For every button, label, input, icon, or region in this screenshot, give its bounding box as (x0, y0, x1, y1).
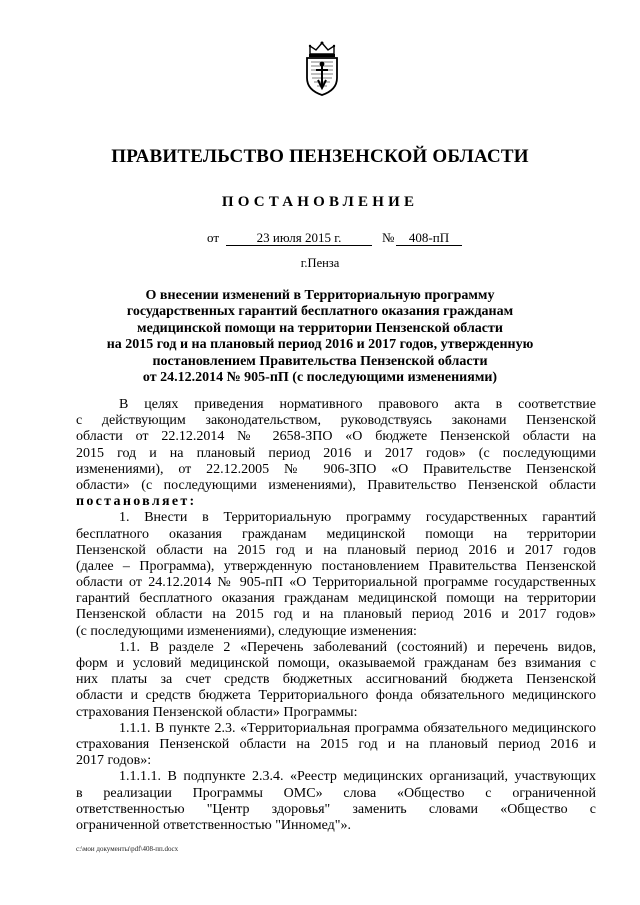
body-line: 1.1.1. В пункте 2.3. «Территориальная программа обязательного медицинского (119, 720, 596, 736)
body-line: Пензенской области на 2015 год и на плановый период 2016 и 2017 годов» (76, 607, 596, 623)
organization-title: ПРАВИТЕЛЬСТВО ПЕНЗЕНСКОЙ ОБЛАСТИ (111, 146, 529, 167)
from-label: от (207, 230, 220, 245)
body-line: Пензенской области на 2015 год и на плановый период 2016 и 2017 годов (76, 542, 596, 558)
body-line: страхования Пензенской области» Программы: (76, 704, 358, 720)
body-line: них платы за счет средств бюджетных ассигнований бюджета Пензенской (76, 672, 596, 688)
document-body (76, 397, 596, 834)
subject-line: на 2015 год и на плановый период 2016 и 2017 годов, утвержденную (106, 337, 534, 353)
city: г.Пенза (300, 256, 340, 270)
document-date: 23 июля 2015 г. (226, 230, 372, 246)
body-line: 1. Внести в Территориальную программу государственных гарантий (119, 510, 596, 526)
number-label: № (382, 230, 395, 245)
body-line: страхования Пензенской области на 2015 год и на плановый период 2016 и (76, 736, 596, 752)
body-line: 2017 годов»: (76, 753, 152, 769)
subject-line: медицинской помощи на территории Пензенской области (137, 320, 503, 336)
body-line: изменениями), от 22.12.2005 № 906-ЗПО «О Правительстве Пензенской (76, 461, 596, 477)
subject-line: О внесении изменений в Территориальную программу (145, 288, 495, 303)
body-line: с действующим законодательством, руководствуясь законами Пензенской (76, 413, 596, 429)
coat-of-arms-icon (302, 40, 342, 96)
file-path-footer: c:\мои документы\pdf\408-пп.docx (76, 845, 179, 853)
resolution-keyword: постановляет: (76, 494, 197, 510)
subject-line: от 24.12.2014 № 905-пП (с последующими изменениями) (142, 370, 498, 386)
body-line: 2015 год и на плановый период 2016 и 2017 годов» (с последующими (76, 445, 596, 461)
body-line: области» (с последующими изменениями), Правительство Пензенской области (76, 477, 596, 493)
body-line: области от 22.12.2014 № 2658-ЗПО «О бюджете Пензенской области на (76, 429, 596, 445)
body-line: ответственностью "Центр здоровья" заменить словами «Общество с (76, 801, 596, 817)
body-line: области от 24.12.2014 № 905-пП «О Территориальной программе государственных (76, 575, 596, 591)
document-type: ПОСТАНОВЛЕНИЕ (221, 194, 419, 210)
body-line: (с последующими изменениями), следующие изменения: (76, 623, 417, 639)
body-line: в реализации Программы ОМС» слова «Общество с ограниченной (76, 785, 596, 801)
body-line: 1.1. В разделе 2 «Перечень заболеваний (состояний) и перечень видов, (119, 639, 596, 655)
body-line: бесплатного оказания гражданам медицинской помощи на территории (76, 526, 596, 542)
subject-line: государственных гарантий бесплатного оказания гражданам (126, 304, 514, 320)
body-line: В целях приведения нормативного правового акта в соответствие (119, 397, 596, 412)
body-line: (далее – Программа), утвержденную постановлением Правительства Пензенской (76, 558, 596, 574)
body-line: ограниченной ответственностью "Инномед"». (76, 817, 351, 833)
document-number: 408-пП (396, 230, 462, 246)
subject-line: постановлением Правительства Пензенской области (152, 353, 488, 369)
body-line: области и средств бюджета Территориального фонда обязательного медицинского (76, 688, 596, 704)
body-line: 1.1.1.1. В подпункте 2.3.4. «Реестр медицинских организаций, участвующих (119, 769, 596, 785)
document-subject (90, 288, 550, 386)
body-line: гарантий бесплатного оказания гражданам медицинской помощи на территории (76, 591, 596, 607)
body-line: форм и условий медицинской помощи, оказываемой гражданам без взимания с (76, 656, 596, 671)
